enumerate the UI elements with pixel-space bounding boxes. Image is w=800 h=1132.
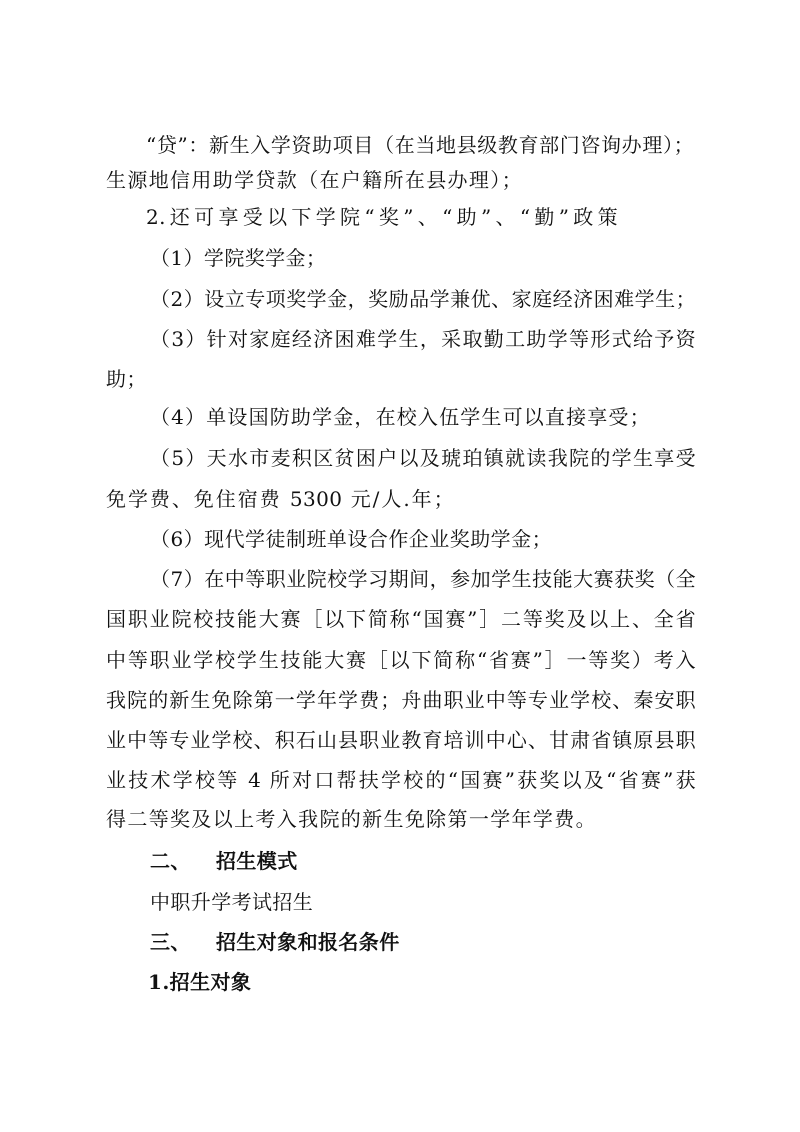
policy-item-4: （4）单设国防助学金，在校入伍学生可以直接享受； — [150, 405, 650, 429]
section-3-title: 招生对象和报名条件 — [216, 930, 400, 954]
section-3-heading — [150, 928, 400, 956]
policy-item-2: （2）设立专项奖学金，奖励品学兼优、家庭经济困难学生； — [150, 287, 696, 311]
policy-item-7-line-2: 国职业院校技能大赛［以下简称“国赛”］二等奖及以上、全省 — [106, 607, 696, 631]
policy-heading: 2.还可享受以下学院“奖”、“助”、“勤”政策 — [146, 205, 618, 229]
section-3-number: 三、 — [150, 930, 191, 954]
policy-item-7-line-7: 得二等奖及以上考入我院的新生免除第一学年学费。 — [106, 807, 596, 831]
section-2-body: 中职升学考试招生 — [150, 890, 314, 914]
loan-line-1: “贷”：新生入学资助项目（在当地县级教育部门咨询办理）； — [146, 133, 694, 157]
subheading-recruitment-target: 1.招生对象 — [148, 970, 252, 994]
policy-item-7-line-6: 业技术学校等 4 所对口帮扶学校的“国赛”获奖以及“省赛”获 — [106, 768, 696, 792]
policy-item-3-line-2: 助； — [106, 367, 147, 391]
policy-item-7-line-4: 我院的新生免除第一学年学费；舟曲职业中等专业学校、秦安职 — [106, 688, 696, 712]
policy-item-7-line-3: 中等职业学校学生技能大赛［以下简称“省赛”］一等奖）考入 — [106, 648, 696, 672]
loan-line-2: 生源地信用助学贷款（在户籍所在县办理）； — [106, 168, 522, 192]
section-2-heading — [150, 847, 298, 875]
policy-item-5-line-1: （5）天水市麦积区贫困户以及琥珀镇就读我院的学生享受 — [150, 446, 696, 470]
policy-item-1: （1）学院奖学金； — [150, 246, 327, 270]
section-2-title: 招生模式 — [216, 849, 298, 873]
policy-item-5-line-2: 免学费、免住宿费 5300 元/人.年； — [106, 487, 454, 511]
section-2-number: 二、 — [150, 849, 191, 873]
policy-item-6: （6）现代学徒制班单设合作企业奖助学金； — [150, 527, 552, 551]
policy-item-7-line-1: （7）在中等职业院校学习期间，参加学生技能大赛获奖（全 — [150, 567, 696, 591]
policy-item-7-line-5: 业中等专业学校、积石山县职业教育培训中心、甘肃省镇原县职 — [106, 728, 696, 752]
policy-item-3-line-1: （3）针对家庭经济困难学生，采取勤工助学等形式给予资 — [150, 327, 696, 351]
